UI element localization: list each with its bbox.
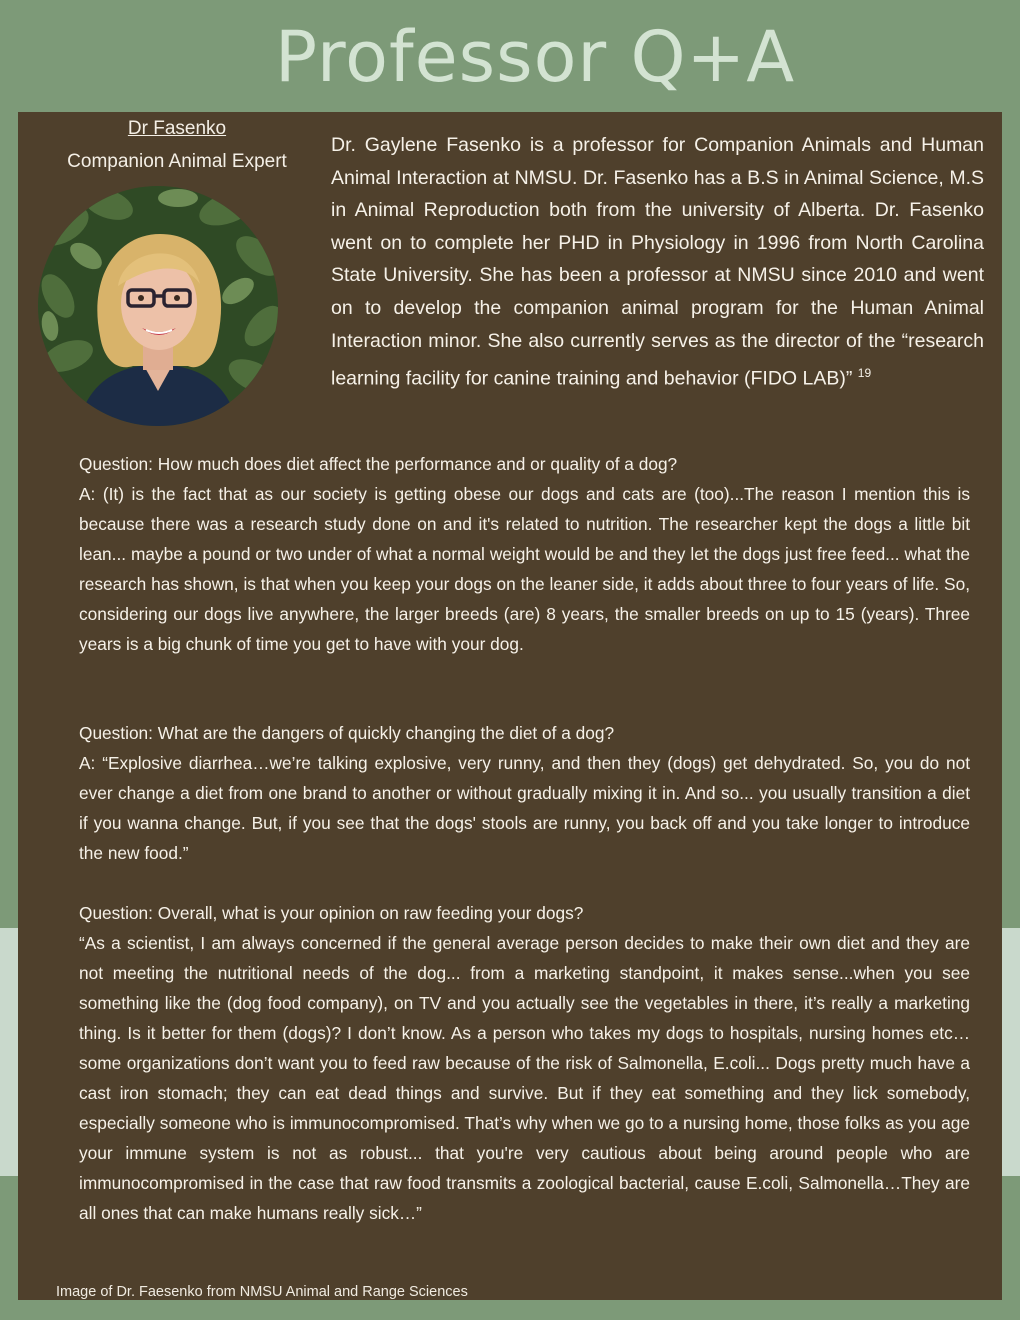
page-title: Professor Q+A — [274, 16, 796, 98]
question-1: Question: How much does diet affect the performance and or quality of a dog? — [79, 454, 678, 474]
answer-2: A: “Explosive diarrhea…we’re talking explosive, very runny, and then they (dogs) get dehydrated. So, you do not ever change a diet from one brand to another or without gradually mixing it in. And so... you usually transition a diet if you wanna change. But, if you see that the dogs' stools are runny, you back off and you take longer to introduce the new food.” — [79, 753, 970, 863]
qa-block-3 — [79, 898, 970, 1228]
question-3: Question: Overall, what is your opinion on raw feeding your dogs? — [79, 903, 584, 923]
professor-portrait-photo — [38, 186, 278, 426]
profile-role: Companion Animal Expert — [67, 151, 287, 172]
question-2: Question: What are the dangers of quickly changing the diet of a dog? — [79, 723, 615, 743]
qa-block-1 — [79, 449, 970, 659]
bio-footnote: 19 — [857, 366, 872, 381]
answer-1: A: (It) is the fact that as our society is getting obese our dogs and cats are (too)...The reason I mention this is because there was a research study done on and it's related to nutrition. The researcher kept the dogs a little bit lean... maybe a pound or two under of what a normal weight would be and they let the dogs just free feed... what the research has shown, is that when you keep your dogs on the leaner side, it adds about three to four years of life. So, considering our dogs live anywhere, the larger breeds (are) 8 years, the smaller breeds on up to 15 (years). Three years is a big chunk of time you get to have with your dog. — [79, 484, 970, 654]
photo-caption: Image of Dr. Faesenko from NMSU Animal and Range Sciences — [56, 1284, 468, 1300]
professor-bio — [331, 129, 984, 395]
qa-block-2 — [79, 718, 970, 868]
bio-text: Dr. Gaylene Fasenko is a professor for Companion Animals and Human Animal Interaction at NMSU. Dr. Fasenko has a B.S in Animal Science, M.S in Animal Reproduction both from the university of Alberta. Dr. Fasenko went on to complete her PHD in Physiology in 1996 from North Carolina State University. She has been a professor at NMSU since 2010 and went on to develop the companion animal program for the Human Animal Interaction minor. She also currently serves as the director of the “research learning facility for canine training and behavior (FIDO LAB)” — [331, 134, 984, 390]
profile-name: Dr Fasenko — [127, 118, 227, 139]
answer-3: “As a scientist, I am always concerned if the general average person decides to make their own diet and they are not meeting the nutritional needs of the dog... from a marketing standpoint, it makes sense...when you see something like the (dog food company), on TV and you actually see the vegetables in there, it’s really a marketing thing. Is it better for them (dogs)? I don’t know. As a person who takes my dogs to hospitals, nursing homes etc… some organizations don’t want you to feed raw because of the risk of Salmonella, E.coli... Dogs pretty much have a cast iron stomach; they can eat dead things and survive. But if they eat something and they lick somebody, especially someone who is immunocompromised. That’s why when we go to a nursing home, those folks as you age your immune system is not as robust... that you're very cautious about being around people who are immunocompromised in the case that raw food transmits a zoological bacterial, cause E.coli, Salmonella…They are all ones that can make humans really sick…” — [79, 933, 970, 1223]
